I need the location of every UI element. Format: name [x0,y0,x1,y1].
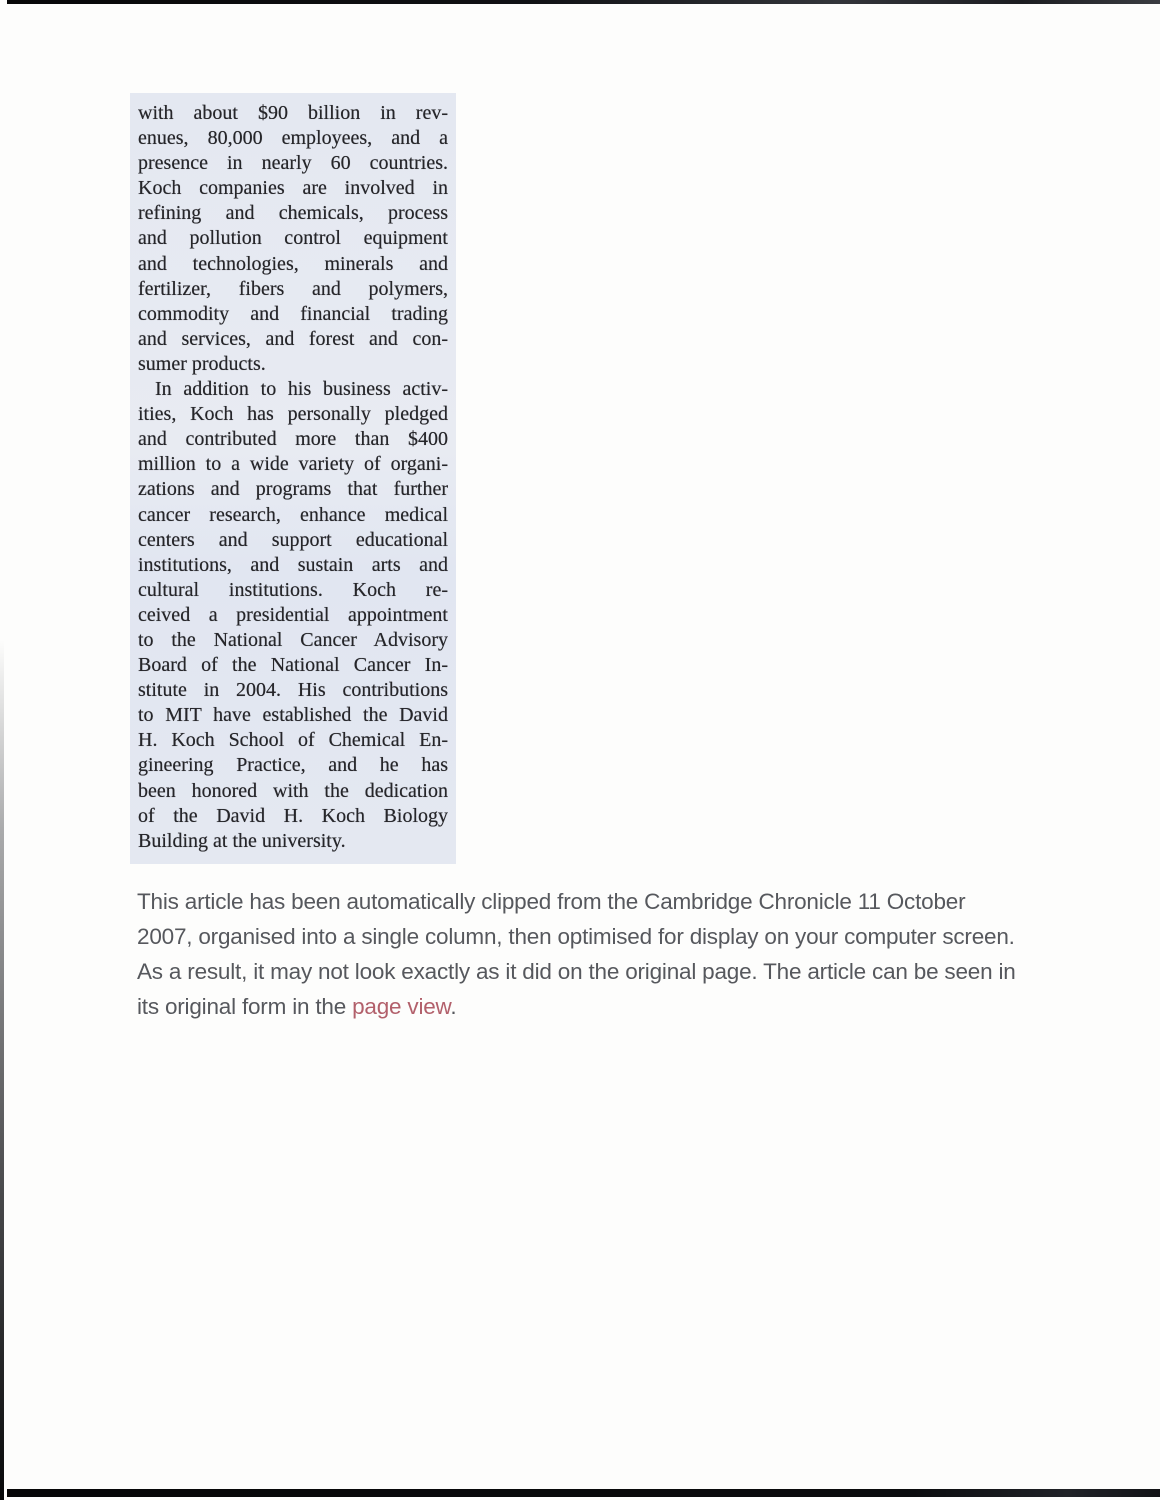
clipping-line: been honored with the dedication [138,779,448,802]
clipping-line: and services, and forest and con- [138,327,448,350]
clipping-line: In addition to his business activ- [155,378,448,401]
clipping-line: Building at the university. [138,829,346,852]
clipping-line: Board of the National Cancer In- [138,654,448,677]
clipping-line: enues, 80,000 employees, and a [138,127,448,150]
clipping-line: cancer research, enhance medical [138,503,448,526]
clipping-line: Koch companies are involved in [138,177,448,200]
clipping-line: and technologies, minerals and [138,252,448,275]
clipping-line: refining and chemicals, process [138,202,448,225]
clipping-line: and pollution control equipment [138,227,448,250]
clipping-line: to the National Cancer Advisory [138,628,448,651]
clipping-line: sumer products. [138,352,266,375]
scan-edge-bottom [7,1489,1160,1497]
scan-edge-left [0,640,4,1500]
notice-line: 2007, organised into a single column, then optimised for display on your computer screen. [137,924,1015,949]
notice-line [137,989,1016,1024]
clipping-line: to MIT have established the David [138,704,448,727]
page-view-link[interactable]: page view [352,994,451,1019]
clipping-line: and contributed more than $400 [138,428,448,451]
clipping-line: million to a wide variety of organi- [138,453,448,476]
notice-line: As a result, it may not look exactly as it did on the original page. The article can be seen in [137,959,1016,984]
article-clipping [130,93,456,864]
clipping-line: H. Koch School of Chemical En- [138,729,448,752]
scan-edge-top [7,0,1160,4]
notice-line: This article has been automatically clipped from the Cambridge Chronicle 11 October [137,889,966,914]
clipping-line: ities, Koch has personally pledged [138,403,448,426]
notice-line-suffix: . [450,994,457,1019]
clipping-line: fertilizer, fibers and polymers, [138,277,448,300]
clipping-line: cultural institutions. Koch re- [138,578,448,601]
clipping-line: zations and programs that further [138,478,448,501]
clipping-line: ceived a presidential appointment [138,603,448,626]
clipping-line: stitute in 2004. His contributions [138,679,448,702]
clipping-line: of the David H. Koch Biology [138,804,448,827]
clipping-line: gineering Practice, and he has [138,754,448,777]
notice-line-prefix: its original form in the [137,994,353,1019]
clipping-line: presence in nearly 60 countries. [138,152,448,175]
clipping-line: institutions, and sustain arts and [138,553,448,576]
clipping-notice [137,884,1016,1024]
clipping-line: with about $90 billion in rev- [138,102,448,124]
clipping-line: centers and support educational [138,528,448,551]
clipping-line: commodity and financial trading [138,302,448,325]
